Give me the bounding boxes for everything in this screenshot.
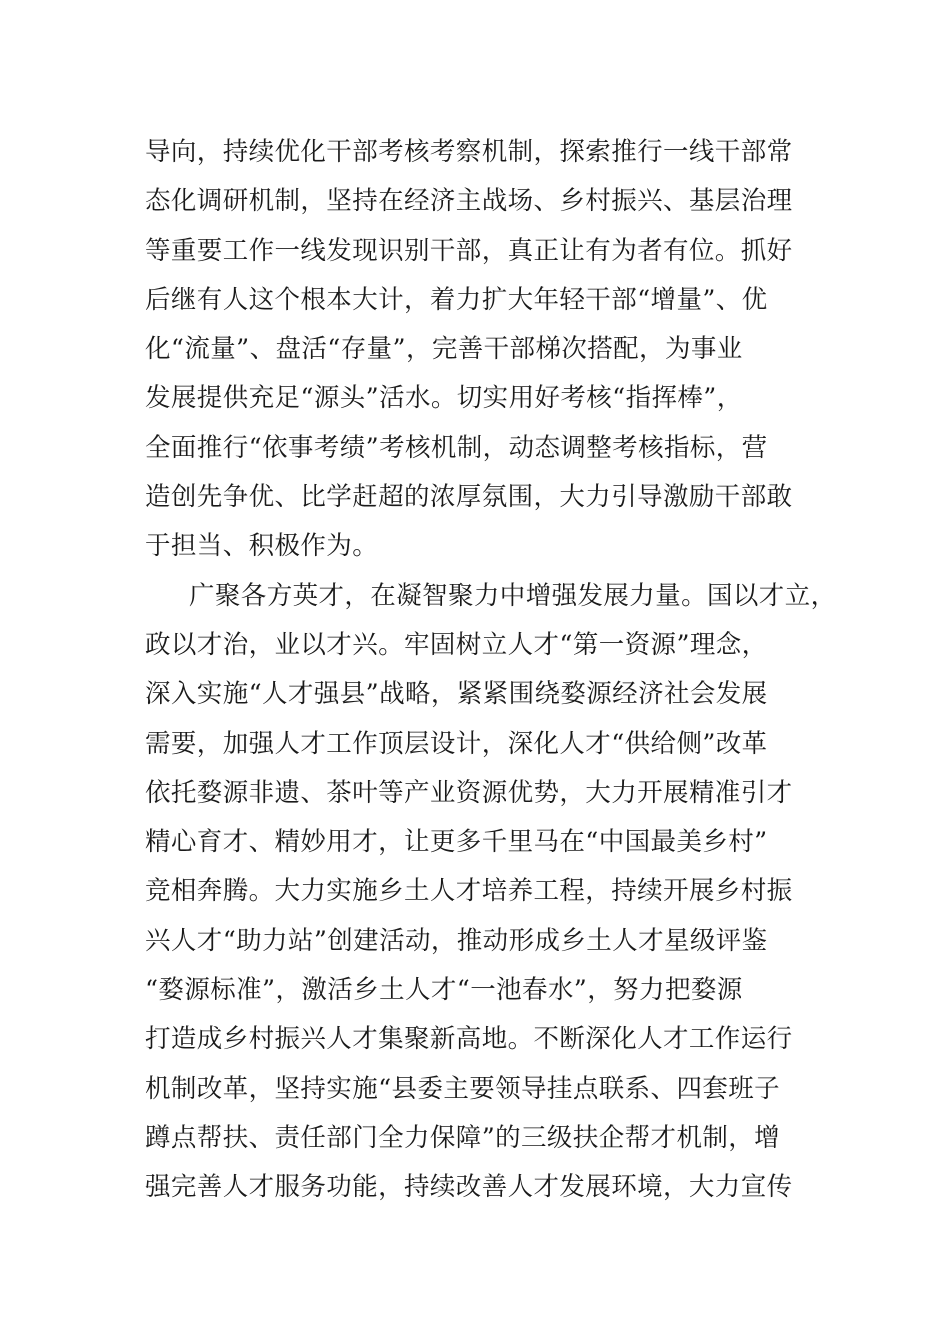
text-line: “婺源标准”，激活乡土人才“一池春水”，努力把婺源	[145, 975, 743, 1006]
body-text	[145, 128, 837, 1213]
text-line: 机制改革，坚持实施“县委主要领导挂点联系、四套班子	[145, 1073, 781, 1104]
text-line: 发展提供充足“源头”活水。切实用好考核“指挥棒”，	[145, 383, 743, 414]
paragraph-start-line: 广聚各方英才，在凝智聚力中增强发展力量。国以才立，	[189, 580, 837, 611]
text-line: 于担当、积极作为。	[145, 531, 379, 562]
text-line: 蹲点帮扶、责任部门全力保障”的三级扶企帮才机制，增	[145, 1122, 781, 1153]
text-line: 兴人才“助力站”创建活动，推动形成乡土人才星级评鉴	[145, 925, 768, 956]
text-line: 导向，持续优化干部考核考察机制，探索推行一线干部常	[145, 137, 793, 167]
text-line: 强完善人才服务功能，持续改善人才发展环境，大力宣传	[145, 1172, 793, 1203]
text-line: 态化调研机制，坚持在经济主战场、乡村振兴、基层治理	[145, 186, 793, 217]
text-line: 后继有人这个根本大计，着力扩大年轻干部“增量”、优	[145, 284, 768, 315]
text-line: 依托婺源非遗、茶叶等产业资源优势，大力开展精准引才	[145, 777, 793, 808]
text-line: 打造成乡村振兴人才集聚新高地。不断深化人才工作运行	[145, 1024, 793, 1055]
text-line: 等重要工作一线发现识别干部，真正让有为者有位。抓好	[145, 235, 793, 266]
text-line: 造创先争优、比学赶超的浓厚氛围，大力引导激励干部敢	[145, 482, 793, 513]
text-line: 需要，加强人才工作顶层设计，深化人才“供给侧”改革	[145, 728, 768, 759]
text-line: 深入实施“人才强县”战略，紧紧围绕婺源经济社会发展	[145, 679, 768, 710]
text-line: 精心育才、精妙用才，让更多千里马在“中国最美乡村”	[145, 827, 768, 858]
text-line: 竞相奔腾。大力实施乡土人才培养工程，持续开展乡村振	[145, 876, 793, 907]
text-line: 全面推行“依事考绩”考核机制，动态调整考核指标，营	[145, 432, 768, 463]
text-line: 政以才治，业以才兴。牢固树立人才“第一资源”理念，	[145, 629, 768, 660]
text-line: 化“流量”、盘活“存量”，完善干部梯次搭配，为事业	[145, 334, 743, 365]
